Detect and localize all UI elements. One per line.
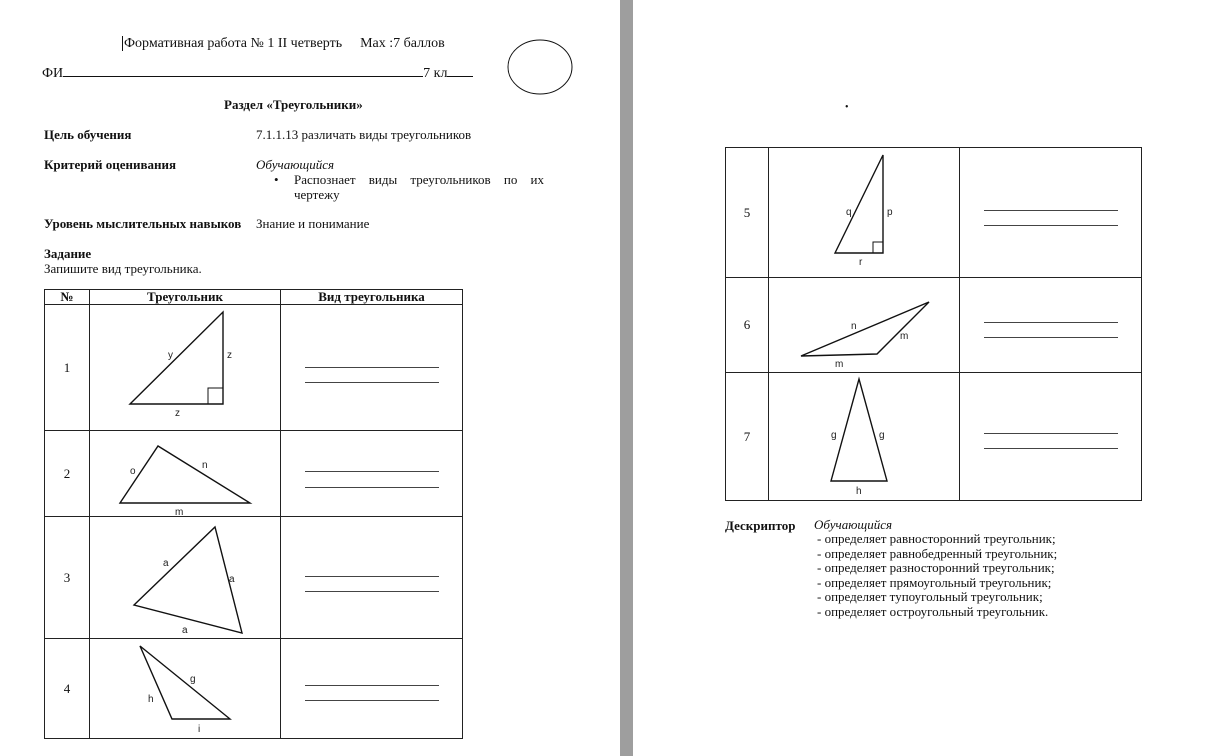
goal-label: Цель обучения	[44, 127, 132, 142]
row-number: 4	[45, 639, 90, 739]
answer-line[interactable]	[984, 225, 1118, 226]
triangle-cell	[769, 278, 960, 373]
triangle-cell	[90, 639, 281, 739]
answer-line[interactable]	[984, 433, 1118, 434]
triangles-table-right	[725, 147, 1142, 501]
triangles-table-left	[44, 289, 463, 739]
side-label: y	[168, 349, 173, 361]
table-row	[726, 373, 1142, 501]
side-label: m	[835, 358, 844, 370]
answer-cell[interactable]	[281, 517, 463, 639]
row-number: 3	[45, 517, 90, 639]
table-row	[45, 305, 463, 431]
answer-cell[interactable]	[281, 305, 463, 431]
table-row	[45, 639, 463, 739]
task-text: Запишите вид треугольника.	[44, 261, 202, 276]
table-header-row	[45, 290, 463, 305]
side-label: z	[227, 349, 232, 361]
max-score: Max :7 баллов	[360, 36, 445, 51]
criteria-bullet: Распознает виды треугольников по их чертежу	[294, 172, 544, 202]
title-text: Формативная работа № 1 II четверть	[124, 36, 343, 51]
descriptor-item: - определяет тупоугольный треугольник;	[817, 589, 1043, 604]
side-label: h	[856, 485, 862, 497]
answer-cell[interactable]	[960, 278, 1142, 373]
side-label: n	[202, 459, 208, 471]
triangle-cell	[90, 305, 281, 431]
class-field-line[interactable]	[447, 76, 473, 77]
side-label: i	[198, 723, 201, 735]
name-row	[42, 66, 473, 82]
answer-cell[interactable]	[960, 148, 1142, 278]
side-label: a	[163, 557, 169, 569]
answer-cell[interactable]	[960, 373, 1142, 501]
header-number: №	[45, 290, 90, 305]
page-right	[633, 0, 1231, 756]
answer-line[interactable]	[305, 576, 439, 577]
right-triangle-drawing	[90, 306, 280, 430]
table-row	[726, 148, 1142, 278]
page-gutter	[620, 0, 633, 756]
descriptor-item: - определяет прямоугольный треугольник;	[817, 574, 1052, 590]
row-number: 1	[45, 305, 90, 431]
descriptor-item: - определяет равнобедренный треугольник;	[817, 545, 1058, 561]
descriptor-item: - определяет равносторонний треугольник;	[817, 531, 1056, 546]
answer-line[interactable]	[984, 210, 1118, 211]
thinking-level-value: Знание и понимание	[256, 216, 370, 231]
answer-line[interactable]	[984, 448, 1118, 449]
side-label: a	[229, 573, 235, 585]
side-label: n	[851, 320, 857, 332]
obtuse-triangle-drawing	[769, 279, 959, 372]
side-label: a	[182, 624, 188, 636]
header-triangle: Треугольник	[90, 290, 281, 305]
row-number: 6	[726, 278, 769, 373]
triangle-cell	[769, 373, 960, 501]
triangle-cell	[90, 517, 281, 639]
score-circle	[507, 38, 575, 96]
descriptor-item: - определяет остроугольный треугольник.	[817, 603, 1049, 619]
answer-line[interactable]	[984, 337, 1118, 338]
name-field-line[interactable]	[63, 76, 423, 77]
answer-line[interactable]	[305, 382, 439, 383]
bullet-dot: •	[274, 172, 279, 187]
class-label: 7 кл	[423, 66, 448, 81]
side-label: o	[130, 465, 136, 477]
header-type: Вид треугольника	[281, 290, 463, 305]
triangle-cell	[90, 431, 281, 517]
answer-line[interactable]	[305, 367, 439, 368]
task-label: Задание	[44, 246, 92, 261]
row-number: 2	[45, 431, 90, 517]
criteria-label: Критерий оценивания	[44, 157, 177, 172]
side-label: g	[879, 429, 885, 441]
answer-cell[interactable]	[281, 431, 463, 517]
answer-cell[interactable]	[281, 639, 463, 739]
isosceles-triangle-drawing	[769, 374, 959, 500]
goal-value: 7.1.1.13 различать виды треугольников	[256, 127, 472, 142]
side-label: m	[900, 330, 909, 342]
scalene-obtuse-triangle-drawing	[90, 640, 280, 738]
stray-mark: •	[845, 102, 849, 113]
triangle-cell	[769, 148, 960, 278]
answer-line[interactable]	[305, 487, 439, 488]
table-row	[45, 431, 463, 517]
side-label: q	[846, 206, 852, 218]
worksheet-title	[122, 36, 445, 52]
answer-line[interactable]	[305, 685, 439, 686]
descriptor-label: Дескриптор	[725, 518, 796, 533]
side-label: p	[887, 206, 893, 218]
table-row	[45, 517, 463, 639]
descriptor-item: - определяет разносторонний треугольник;	[817, 560, 1055, 575]
thinking-level-label: Уровень мыслительных навыков	[44, 216, 242, 231]
equilateral-triangle-drawing	[90, 518, 280, 638]
table-row	[726, 278, 1142, 373]
side-label: g	[190, 673, 196, 685]
answer-line[interactable]	[305, 591, 439, 592]
descriptor-intro: Обучающийся	[814, 517, 893, 532]
side-label: r	[859, 256, 863, 268]
side-label: m	[175, 506, 184, 516]
section-title: Раздел «Треугольники»	[224, 97, 363, 112]
answer-line[interactable]	[305, 471, 439, 472]
row-number: 5	[726, 148, 769, 278]
answer-line[interactable]	[305, 700, 439, 701]
side-label: g	[831, 429, 837, 441]
side-label: h	[148, 693, 154, 705]
answer-line[interactable]	[984, 322, 1118, 323]
right-triangle-drawing	[769, 149, 959, 277]
criteria-intro: Обучающийся	[256, 157, 335, 172]
row-number: 7	[726, 373, 769, 501]
name-label: ФИ	[42, 66, 64, 81]
side-label: z	[175, 407, 180, 419]
obtuse-triangle-drawing	[90, 432, 280, 516]
descriptor-list	[817, 532, 1057, 619]
